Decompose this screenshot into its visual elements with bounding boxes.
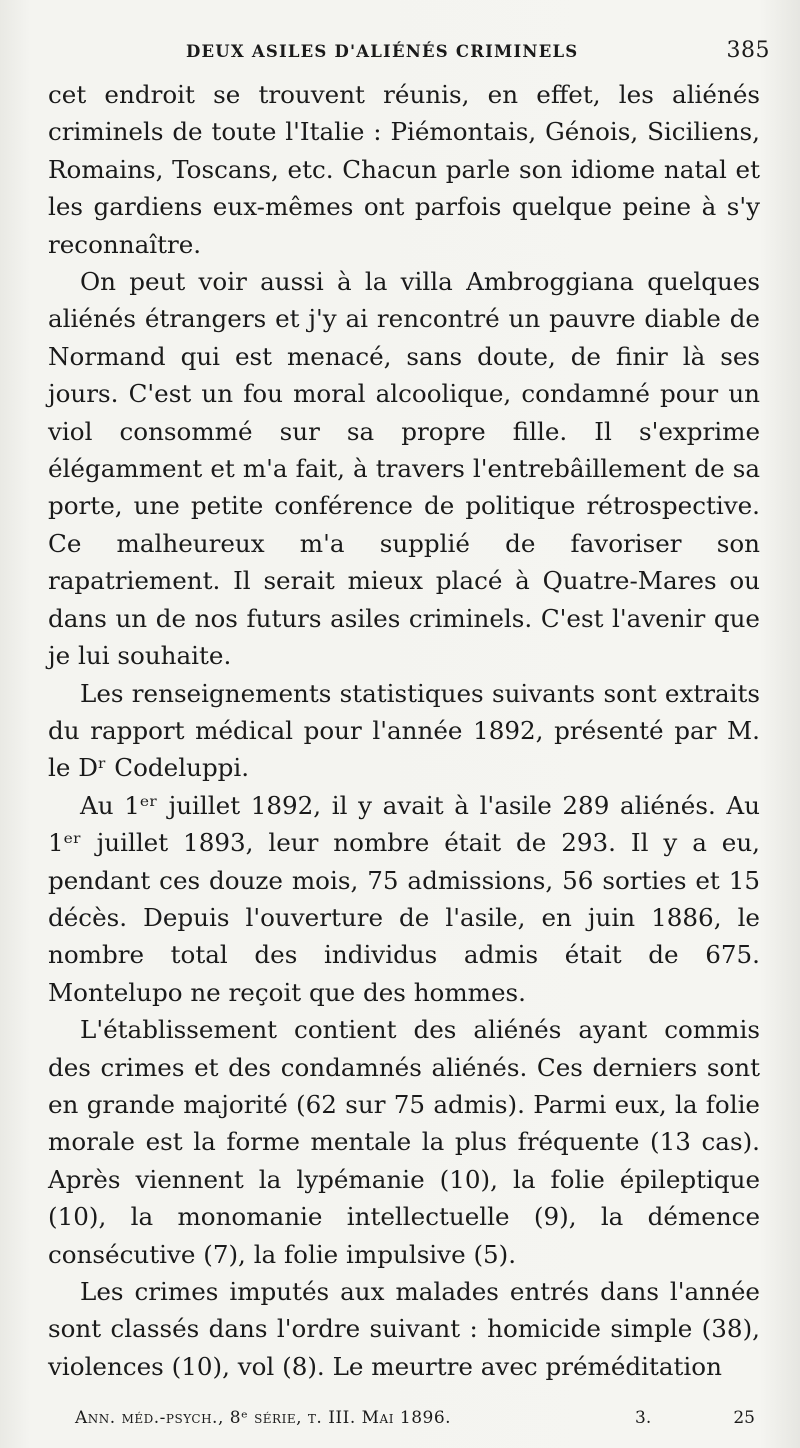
body-text <box>48 76 760 1385</box>
footer-citation: Ann. méd.-psych., 8ᵉ série, t. III. Mai 1896. <box>75 1408 452 1428</box>
signature-number: 25 <box>733 1408 755 1428</box>
paragraph-continued: cet endroit se trouvent réunis, en effet, les aliénés criminels de toute l'Italie : Piémontais, Génois, Siciliens, Romains, Toscans, etc. Chacun parle son idiome natal et les gardiens eux-mêmes ont parfois quelque peine à s'y reconnaître. <box>48 80 760 259</box>
paragraph: Les crimes imputés aux malades entrés dans l'année sont classés dans l'ordre suivant : homicide simple (38), violences (10), vol (8). Le meurtre avec préméditation <box>48 1277 760 1381</box>
page-footer <box>75 1408 765 1438</box>
paragraph: Les renseignements statistiques suivants sont extraits du rapport médical pour l'année 1892, présenté par M. le Dʳ Codeluppi. <box>48 678 760 783</box>
paragraph: Au 1ᵉʳ juillet 1892, il y avait à l'asile 289 aliénés. Au 1ᵉʳ juillet 1893, leur nombre était de 293. Il y a eu, pendant ces douze mois, 75 admissions, 56 sorties et 15 décès. Depuis l'ouverture de l'asile, en juin 1886, le nombre total des individus admis était de 675. Montelupo ne reçoit que des hommes. <box>48 790 760 1007</box>
running-title: DEUX ASILES D'ALIÉNÉS CRIMINELS <box>186 42 579 61</box>
page-number: 385 <box>726 38 770 63</box>
sheet-number: 3. <box>635 1408 652 1428</box>
running-head <box>186 36 770 76</box>
paragraph: L'établissement contient des aliénés ayant commis des crimes et des condamnés aliénés. Ces derniers sont en grande majorité (62 sur 75 admis). Parmi eux, la folie morale est la forme mentale la plus fréquente (13 cas). Après viennent la lypémanie (10), la folie épileptique (10), la monomanie intellectuelle (9), la démence consécutive (7), la folie impulsive (5). <box>48 1015 760 1269</box>
paragraph: On peut voir aussi à la villa Ambroggiana quelques aliénés étrangers et j'y ai rencontré un pauvre diable de Normand qui est menacé, sans doute, de finir là ses jours. C'est un fou moral alcoolique, condamné pour un viol consommé sur sa propre fille. Il s'exprime élégamment et m'a fait, à travers l'entrebâillement de sa porte, une petite conférence de politique rétrospective. Ce malheureux m'a supplié de favoriser son rapatriement. Il serait mieux placé à Quatre-Mares ou dans un de nos futurs asiles criminels. C'est l'avenir que je lui souhaite. <box>48 267 760 671</box>
